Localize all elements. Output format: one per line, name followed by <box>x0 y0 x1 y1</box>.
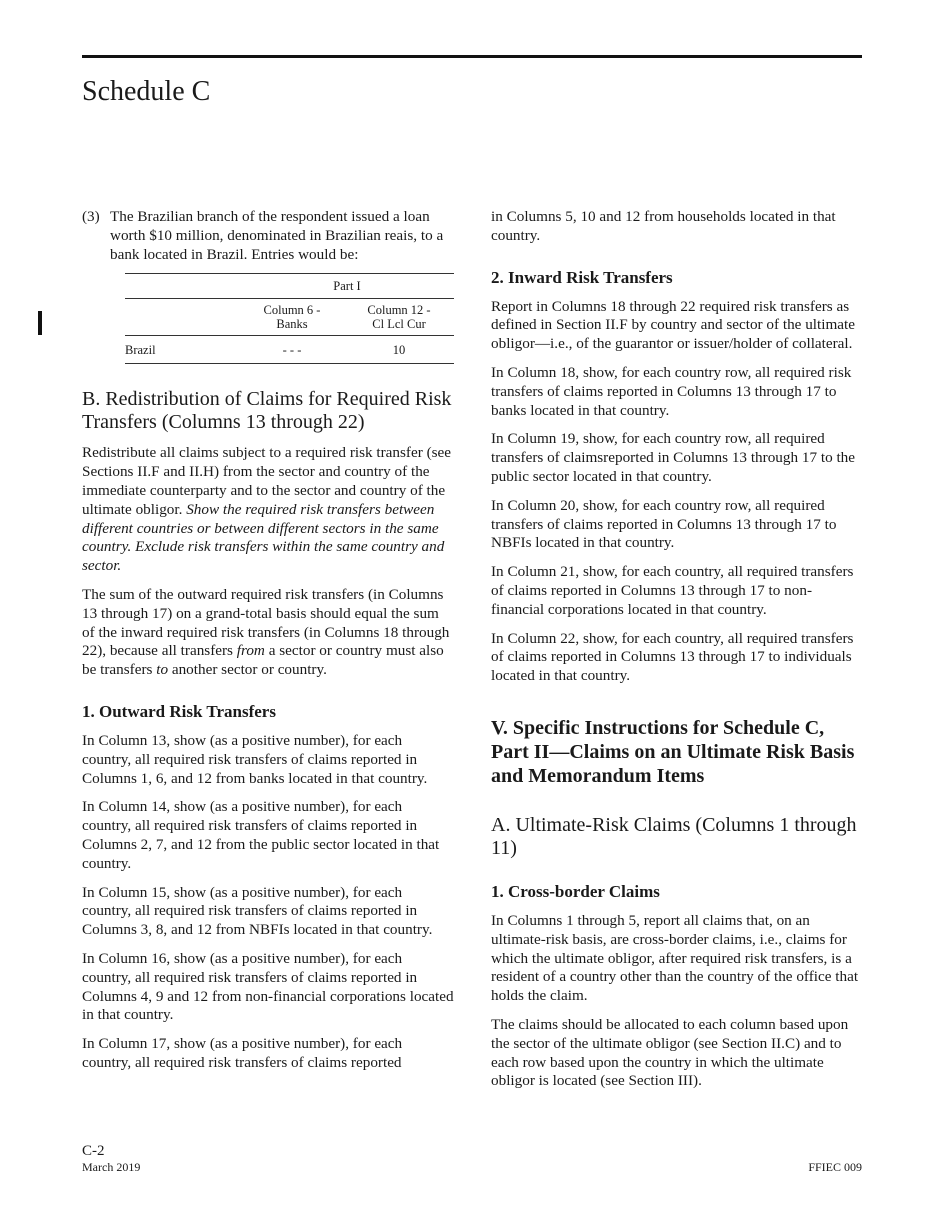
left-column <box>82 208 454 1083</box>
section-b-heading: B. Redistribution of Claims for Required Risk Transfers (Columns 13 through 22) <box>82 388 452 434</box>
example-text: The Brazilian branch of the respondent issued a loan worth $10 million, denominated in Brazilian reais, to a bank located in Brazil. Entries would be: <box>110 208 444 263</box>
right-column <box>491 208 863 1101</box>
continuation-paragraph: in Columns 5, 10 and 12 from households located in that country. <box>491 208 836 244</box>
outward-paragraph: In Column 17, show (as a positive number), for each country, all required risk transfers of claims reported <box>82 1035 403 1071</box>
table-col-header: Column 12 - Cl Lcl Cur <box>367 303 431 332</box>
footer-form-id: FFIEC 009 <box>808 1160 862 1174</box>
inward-paragraph: In Column 19, show, for each country row, all required transfers of claimsreported in Columns 13 through 17 to the public sector located in that country. <box>491 430 856 485</box>
inward-paragraph: In Column 20, show, for each country row, all required transfers of claims reported in Columns 13 through 17 to NBFIs located in that country. <box>491 496 837 552</box>
example-number: (3) <box>82 208 100 225</box>
table-cell: 10 <box>344 336 454 364</box>
section-b-paragraph: Redistribute all claims subject to a required risk transfer (see Sections II.F and II.H) from the sector and country of the immediate counterparty and to the sector and country of the ultimate obligor. Show the required risk transfers between different countries or between different sectors in the same country. Exclude risk transfers within the same country and sector. <box>82 444 452 575</box>
table-row <box>125 336 454 364</box>
schedule-title: Schedule C <box>82 76 211 107</box>
section-a-heading: A. Ultimate-Risk Claims (Columns 1 through 11) <box>491 813 857 859</box>
section-b-paragraph: The sum of the outward required risk transfers (in Columns 13 through 17) on a grand-total basis should equal the sum of the inward required risk transfers (in Columns 18 through 22), because all transfers from a sector or country must also be transfers to another sector or country. <box>82 585 450 679</box>
table-part-row <box>125 274 454 299</box>
table-header-row <box>125 299 454 336</box>
footer-page-number: C-2 <box>82 1143 105 1159</box>
outward-paragraph: In Column 16, show (as a positive number), for each country, all required risk transfers of claims reported in Columns 4, 9 and 12 from non-financial corporations located in that country. <box>82 949 454 1024</box>
inward-paragraph: In Column 18, show, for each country row, all required risk transfers of claims reported in Columns 13 through 17 to banks located in that country. <box>491 363 852 419</box>
outward-paragraph: In Column 15, show (as a positive number), for each country, all required risk transfers of claims reported in Columns 3, 8, and 12 from NBFIs located in that country. <box>82 883 433 939</box>
inward-heading: 2. Inward Risk Transfers <box>491 267 673 287</box>
example-item <box>82 208 454 264</box>
change-bar <box>38 311 42 335</box>
footer-date: March 2019 <box>82 1160 141 1174</box>
crossborder-heading: 1. Cross-border Claims <box>491 881 660 901</box>
table-cell-country: Brazil <box>125 336 240 364</box>
table-col-header: Column 6 - Banks <box>263 303 321 332</box>
section-v-heading: V. Specific Instructions for Schedule C, Part II—Claims on an Ultimate Risk Basis and Memorandum Items <box>491 716 855 787</box>
inward-paragraph: Report in Columns 18 through 22 required risk transfers as defined in Section II.F by country and sector of the ultimate obligor—i.e., of the guarantor or issuer/holder of collateral. <box>491 297 855 353</box>
crossborder-paragraph: In Columns 1 through 5, report all claims that, on an ultimate-risk basis, are cross-border claims, i.e., claims for which the ultimate obligor, after required risk transfers, is a resident of a country other than the country of the office that holds the claim. <box>491 911 859 1005</box>
outward-paragraph: In Column 13, show (as a positive number), for each country, all required risk transfers of claims reported in Columns 1, 6, and 12 from banks located in that country. <box>82 731 428 787</box>
entries-table <box>125 273 454 364</box>
table-cell: - - - <box>240 336 344 364</box>
table-part-label: Part I <box>240 274 454 299</box>
inward-paragraph: In Column 22, show, for each country, all required transfers of claims reported in Columns 13 through 17 to individuals located in that country. <box>491 629 854 685</box>
outward-paragraph: In Column 14, show (as a positive number), for each country, all required risk transfers of claims reported in Columns 2, 7, and 12 from the public sector located in that country. <box>82 798 440 872</box>
outward-heading: 1. Outward Risk Transfers <box>82 701 276 721</box>
top-rule <box>82 55 862 58</box>
crossborder-paragraph: The claims should be allocated to each column based upon the sector of the ultimate obligor (see Section II.C) and to each row based upon the country in which the ultimate obligor is located (see Section III). <box>491 1015 849 1090</box>
inward-paragraph: In Column 21, show, for each country, all required transfers of claims reported in Columns 13 through 17 to non-financial corporations located in that country. <box>491 563 854 618</box>
